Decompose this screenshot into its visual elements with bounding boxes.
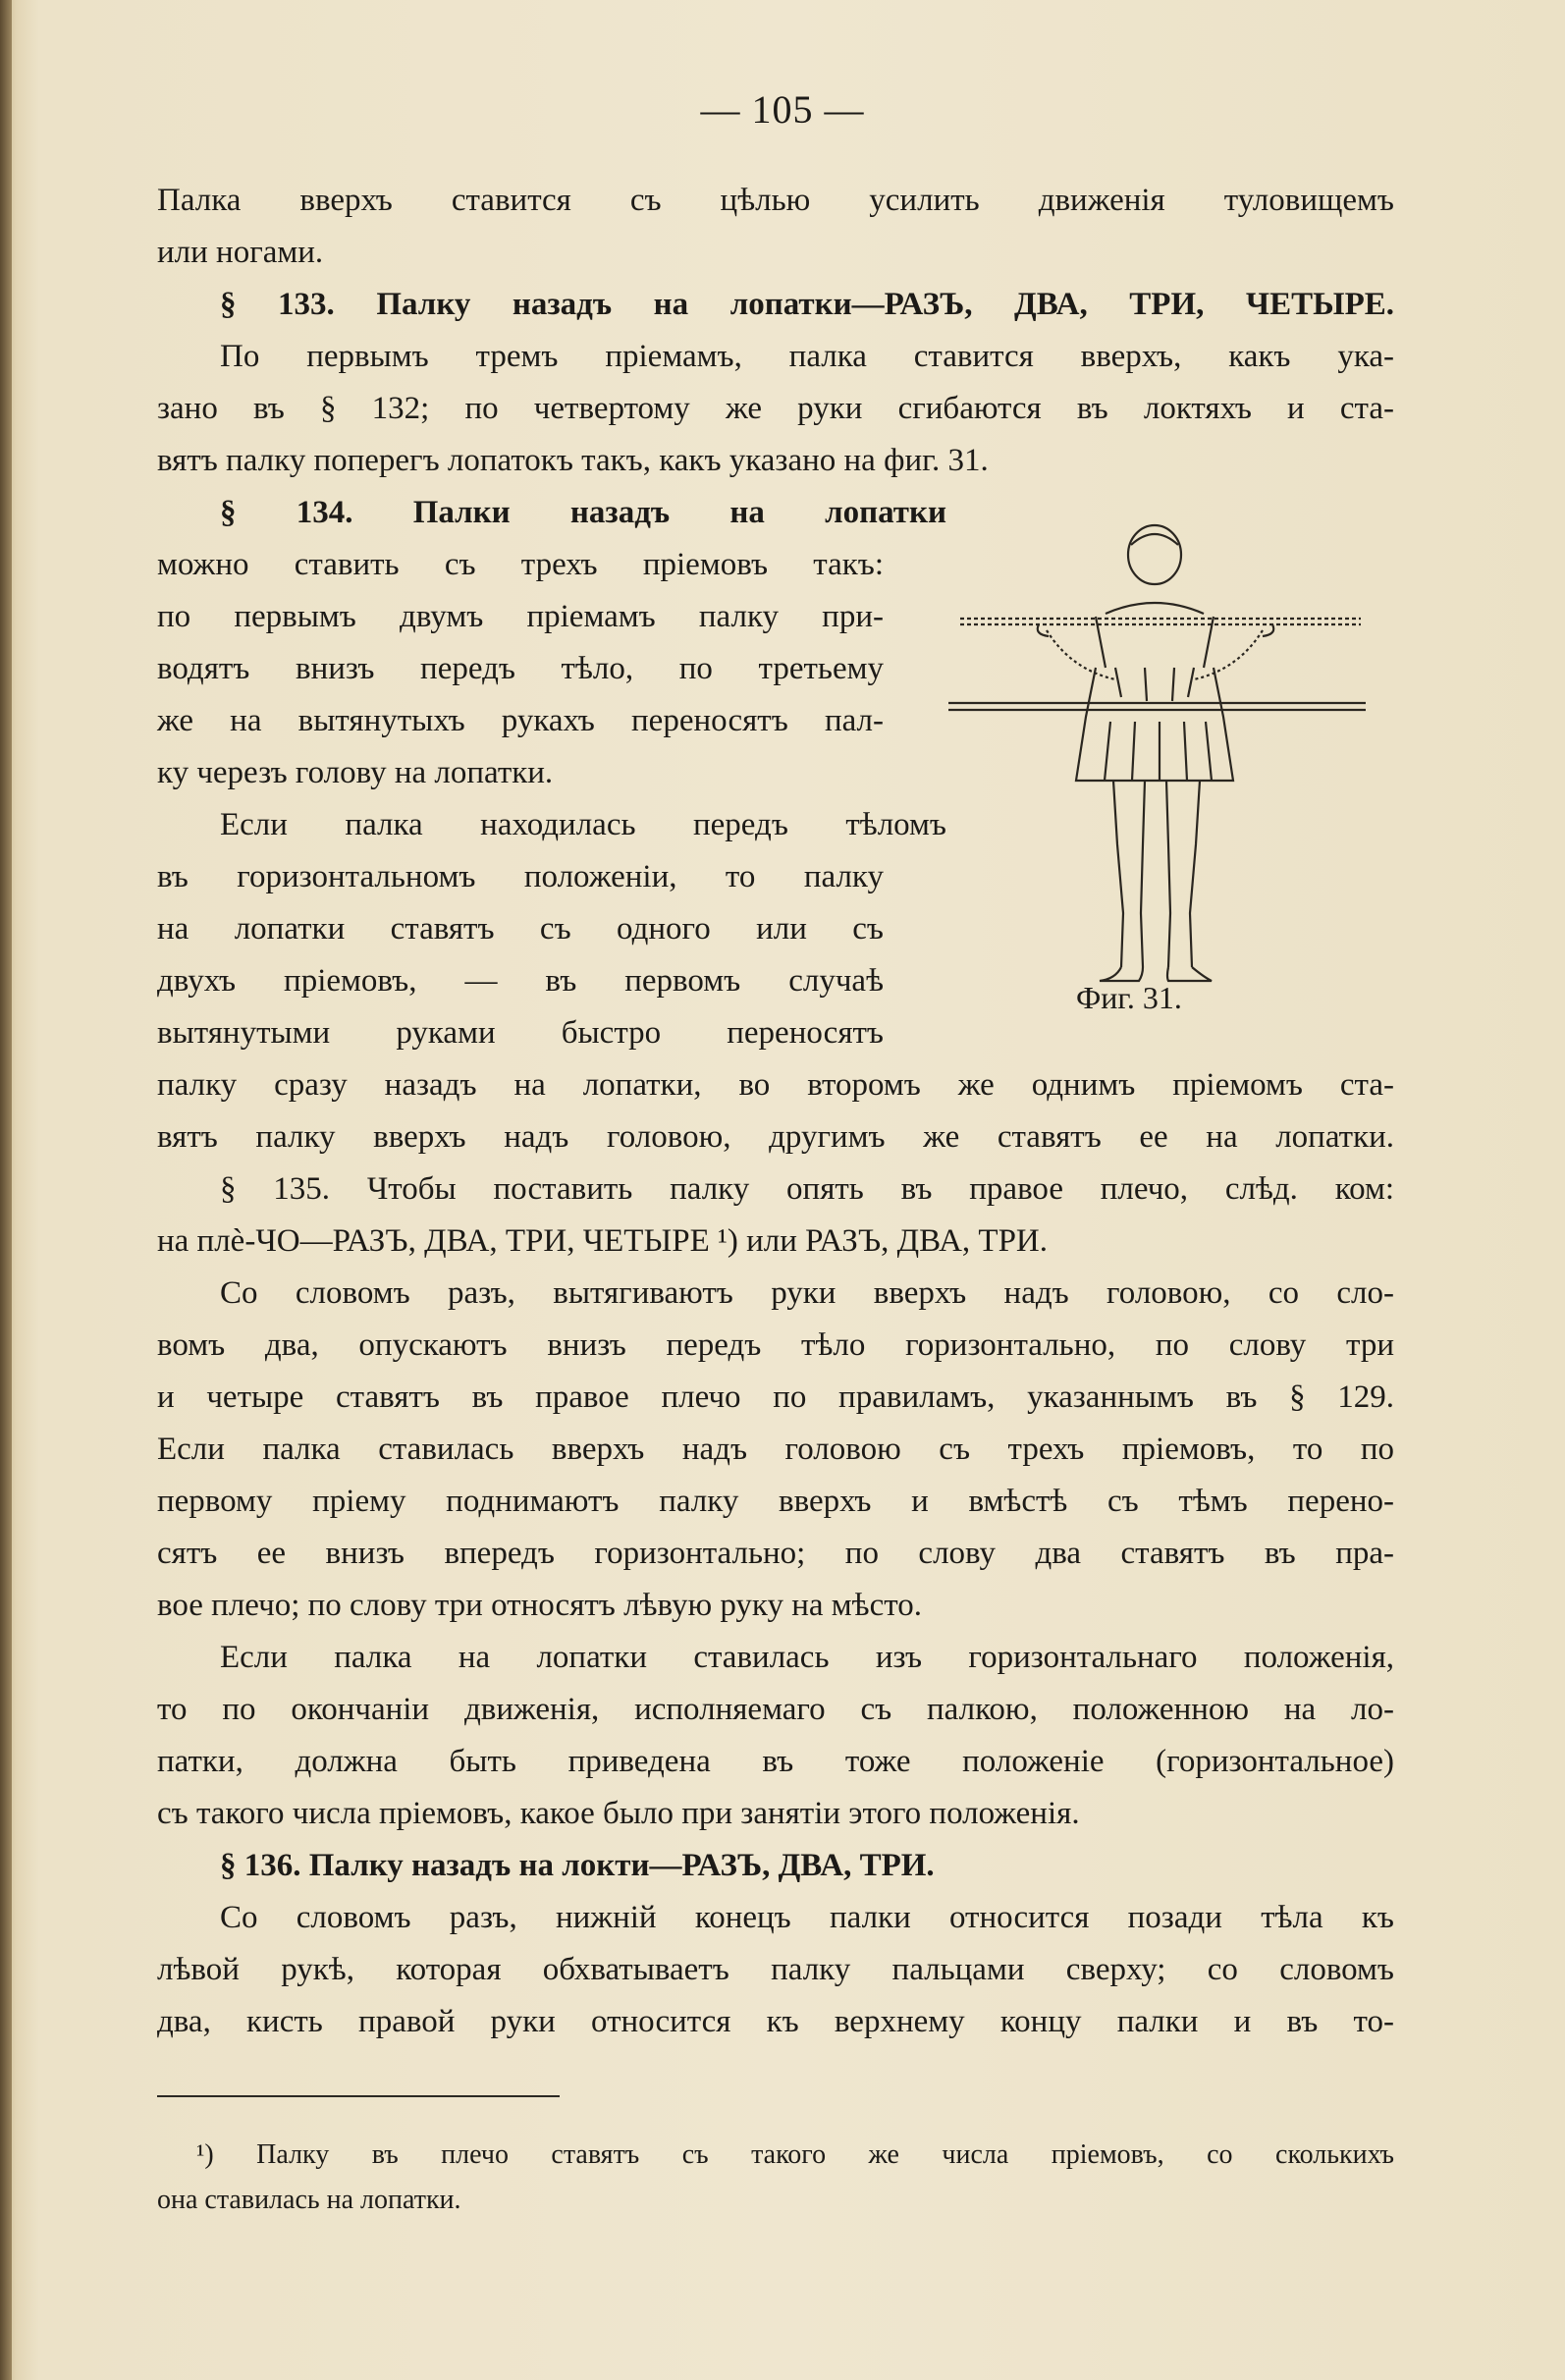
- text-line: вятъ палку вверхъ надъ головою, другимъ же ставятъ ее на лопатки.: [157, 1119, 1394, 1155]
- text-line: палку сразу назадъ на лопатки, во второмъ же однимъ пріемомъ ста-: [157, 1067, 1394, 1103]
- page-binding-edge: [0, 0, 12, 2380]
- text-line: Если палка на лопатки ставилась изъ горизонтальнаго положенія,: [220, 1640, 1394, 1675]
- text-line: ку черезъ голову на лопатки.: [157, 755, 554, 790]
- page-number: — 105 —: [700, 87, 865, 132]
- text-line: вытянутыми руками быстро переносятъ: [157, 1015, 884, 1051]
- text-line: первому пріему поднимаютъ палку вверхъ и вмѣстѣ съ тѣмъ перено-: [157, 1484, 1394, 1519]
- text-line: два, кисть правой руки относится къ верхнему концу палки и въ то-: [157, 2004, 1394, 2039]
- text-line: Палка вверхъ ставится съ цѣлью усилить движенія туловищемъ: [157, 183, 1394, 218]
- text-line: или ногами.: [157, 235, 324, 270]
- text-line: то по окончаніи движенія, исполняемаго съ палкою, положенною на ло-: [157, 1692, 1394, 1727]
- figure-caption: Фиг. 31.: [1076, 980, 1182, 1015]
- text-line: же на вытянутыхъ рукахъ переносятъ пал-: [157, 703, 884, 738]
- section-heading-133: § 133. Палку назадъ на лопатки—РАЗЪ, ДВА, ТРИ, ЧЕТЫРЕ.: [220, 287, 1394, 322]
- text-line: По первымъ тремъ пріемамъ, палка ставится вверхъ, какъ ука-: [220, 339, 1394, 374]
- text-line: Если палка находилась передъ тѣломъ: [220, 807, 946, 842]
- footnote-divider: [157, 2095, 560, 2097]
- text-line: Со словомъ разъ, вытягиваютъ руки вверхъ надъ головою, со сло-: [220, 1275, 1394, 1311]
- section-heading-134: § 134. Палки назадъ на лопатки: [220, 495, 946, 530]
- text-line: вятъ палку поперегъ лопатокъ такъ, какъ указано на фиг. 31.: [157, 443, 989, 478]
- text-line: Со словомъ разъ, нижній конецъ палки относится позади тѣла къ: [220, 1900, 1394, 1935]
- text-line: двухъ пріемовъ, — въ первомъ случаѣ: [157, 963, 884, 999]
- body-text: [157, 175, 1394, 2048]
- footnote-line: она ставилась на лопатки.: [157, 2185, 461, 2215]
- text-line: можно ставить съ трехъ пріемовъ такъ:: [157, 547, 884, 582]
- text-line: по первымъ двумъ пріемамъ палку при-: [157, 599, 884, 634]
- text-line: на лопатки ставятъ съ одного или съ: [157, 911, 884, 947]
- command-line: на плѐ-ЧО—РАЗЪ, ДВА, ТРИ, ЧЕТЫРЕ ¹) или РАЗЪ, ДВА, ТРИ.: [157, 1223, 1049, 1259]
- text-line: вое плечо; по слову три относятъ лѣвую руку на мѣсто.: [157, 1588, 922, 1623]
- text-line: лѣвой рукѣ, которая обхватываетъ палку пальцами сверху; со словомъ: [157, 1952, 1394, 1987]
- figure-31-illustration: [948, 520, 1371, 1011]
- footnote-line: ¹) Палку въ плечо ставятъ съ такого же числа пріемовъ, со сколькихъ: [196, 2139, 1394, 2170]
- text-line: съ такого числа пріемовъ, какое было при занятіи этого положенія.: [157, 1796, 1080, 1831]
- text-line: сятъ ее внизъ впередъ горизонтально; по слову два ставятъ въ пра-: [157, 1536, 1394, 1571]
- text-line: и четыре ставятъ въ правое плечо по правиламъ, указаннымъ въ § 129.: [157, 1379, 1394, 1415]
- section-heading-136: § 136. Палку назадъ на локти—РАЗЪ, ДВА, ТРИ.: [220, 1848, 935, 1883]
- text-line: зано въ § 132; по четвертому же руки сгибаются въ локтяхъ и ста-: [157, 391, 1394, 426]
- section-heading-135: § 135. Чтобы поставить палку опять въ правое плечо, слѣд. ком:: [220, 1171, 1394, 1207]
- text-line: вомъ два, опускаютъ внизъ передъ тѣло горизонтально, по слову три: [157, 1327, 1394, 1363]
- footnote: [157, 2133, 1394, 2223]
- text-line: водятъ внизъ передъ тѣло, по третьему: [157, 651, 884, 686]
- text-line: Если палка ставилась вверхъ надъ головою съ трехъ пріемовъ, то по: [157, 1432, 1394, 1467]
- text-line: въ горизонтальномъ положеніи, то палку: [157, 859, 884, 894]
- text-line: патки, должна быть приведена въ тоже положеніе (горизонтальное): [157, 1744, 1394, 1779]
